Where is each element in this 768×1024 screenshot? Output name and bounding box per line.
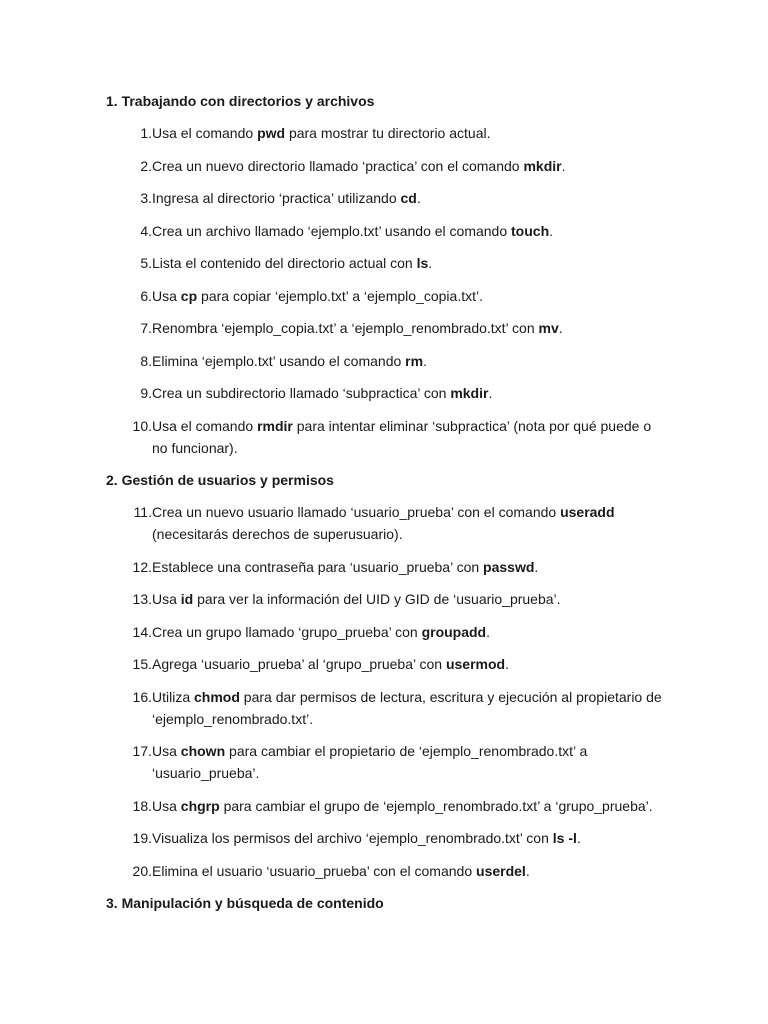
list-item — [106, 740, 666, 784]
item-number: 9. — [140, 385, 152, 401]
item-text: Usa chown para cambiar el propietario de ‘ejemplo_renombrado.txt’ a ‘usuario_prueba’. — [152, 743, 588, 781]
item-text: Lista el contenido del directorio actual con ls. — [152, 255, 433, 271]
item-number: 1. — [140, 125, 152, 141]
command-name: pwd — [257, 125, 286, 141]
command-name: chown — [180, 743, 226, 759]
item-number: 14. — [132, 623, 152, 640]
item-text: Usa chgrp para cambiar el grupo de ‘ejemplo_renombrado.txt’ a ‘grupo_prueba’. — [152, 797, 653, 814]
list-item — [106, 252, 666, 274]
command-name: passwd — [483, 558, 535, 575]
list-item — [106, 155, 666, 177]
command-name: rm — [405, 352, 424, 369]
list-item — [106, 795, 666, 817]
item-text: Crea un subdirectorio llamado ‘subpractica’ con mkdir. — [152, 385, 493, 401]
item-number: 11. — [133, 504, 152, 520]
item-number: 17. — [132, 743, 152, 759]
item-text: Elimina el usuario ‘usuario_prueba’ con el comando userdel. — [152, 862, 530, 879]
command-name: touch — [511, 222, 550, 239]
command-name: userdel — [476, 862, 526, 879]
item-text: Renombra ‘ejemplo_copia.txt’ a ‘ejemplo_renombrado.txt’ con mv. — [152, 320, 563, 336]
list-item — [106, 556, 666, 578]
list-item — [106, 382, 666, 404]
item-number: 13. — [132, 591, 152, 607]
list-item — [106, 285, 666, 307]
item-number: 12. — [132, 558, 152, 575]
command-name: cp — [180, 287, 198, 304]
section-title: 1. Trabajando con directorios y archivos — [106, 93, 375, 109]
item-text: Ingresa al directorio ‘practica’ utilizando cd. — [152, 190, 421, 206]
item-number: 2. — [140, 157, 152, 174]
item-text: Usa el comando pwd para mostrar tu directorio actual. — [152, 125, 491, 141]
task-list — [106, 122, 666, 459]
item-number: 7. — [140, 320, 152, 336]
item-text: Usa id para ver la información del UID y GID de ‘usuario_prueba’. — [152, 591, 561, 607]
list-item — [106, 621, 666, 643]
command-name: ls -l — [552, 830, 577, 846]
item-text: Crea un grupo llamado ‘grupo_prueba’ con groupadd. — [152, 623, 490, 640]
command-name: chmod — [194, 688, 240, 705]
command-name: mkdir — [450, 385, 489, 401]
list-item — [106, 187, 666, 209]
list-item — [106, 827, 666, 849]
item-text: Usa cp para copiar ‘ejemplo.txt’ a ‘ejemplo_copia.txt’. — [152, 287, 483, 304]
item-number: 4. — [140, 222, 152, 239]
item-text: Visualiza los permisos del archivo ‘ejemplo_renombrado.txt’ con ls -l. — [152, 830, 581, 846]
command-name: cd — [400, 190, 417, 206]
document-content — [106, 90, 666, 924]
command-name: ls — [416, 255, 429, 271]
item-number: 16. — [132, 688, 152, 705]
task-list — [106, 501, 666, 882]
section-title: 2. Gestión de usuarios y permisos — [106, 472, 334, 488]
list-item — [106, 317, 666, 339]
list-item — [106, 415, 666, 459]
item-number: 18. — [132, 797, 152, 814]
item-text: Crea un nuevo usuario llamado ‘usuario_prueba’ con el comando useradd (necesitarás derechos de superusuario). — [152, 504, 615, 542]
list-item — [106, 220, 666, 242]
item-text: Elimina ‘ejemplo.txt’ usando el comando rm. — [152, 352, 427, 369]
command-name: chgrp — [180, 797, 220, 814]
command-name: mv — [538, 320, 559, 336]
section-title: 3. Manipulación y búsqueda de contenido — [106, 895, 384, 911]
item-number: 5. — [140, 255, 152, 271]
list-item — [106, 122, 666, 144]
list-item — [106, 350, 666, 372]
item-number: 6. — [140, 287, 152, 304]
item-text: Utiliza chmod para dar permisos de lectura, escritura y ejecución al propietario de ‘ejemplo_renombrado.txt’. — [152, 688, 662, 727]
command-name: groupadd — [421, 623, 487, 640]
item-number: 15. — [132, 656, 152, 672]
command-name: usermod — [445, 656, 506, 672]
item-number: 19. — [132, 830, 152, 846]
command-name: mkdir — [523, 157, 562, 174]
command-name: id — [180, 591, 194, 607]
item-text: Agrega ‘usuario_prueba’ al ‘grupo_prueba’ con usermod. — [152, 656, 509, 672]
list-item — [106, 501, 666, 545]
item-text: Crea un archivo llamado ‘ejemplo.txt’ usando el comando touch. — [152, 222, 554, 239]
command-name: useradd — [560, 504, 615, 520]
list-item — [106, 588, 666, 610]
item-number: 8. — [140, 352, 152, 369]
item-number: 20. — [132, 862, 152, 879]
item-text: Crea un nuevo directorio llamado ‘practica’ con el comando mkdir. — [152, 157, 566, 174]
item-text: Usa el comando rmdir para intentar eliminar ‘subpractica’ (nota por qué puede o no funcionar). — [152, 417, 652, 456]
list-item — [106, 653, 666, 675]
item-text: Establece una contraseña para ‘usuario_prueba’ con passwd. — [152, 558, 539, 575]
list-item — [106, 860, 666, 882]
list-item — [106, 686, 666, 730]
command-name: rmdir — [257, 417, 293, 434]
item-number: 3. — [140, 190, 152, 206]
item-number: 10. — [132, 417, 152, 434]
